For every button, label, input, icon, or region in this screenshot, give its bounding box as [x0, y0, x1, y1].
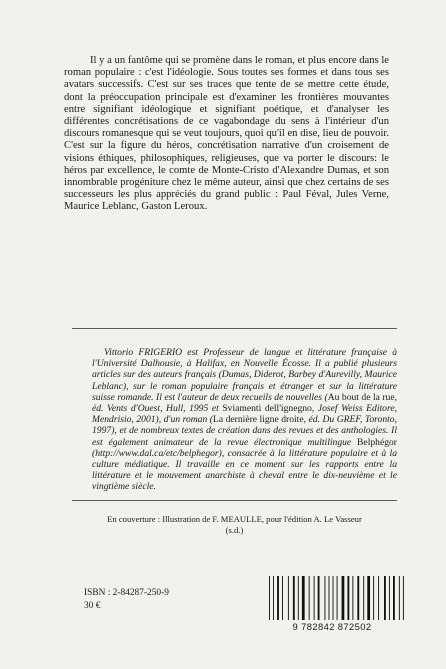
- barcode-bar: [393, 576, 395, 620]
- bio-title-3: La dernière ligne droite: [212, 414, 304, 426]
- summary-text: [64, 55, 389, 214]
- bio-text-4: , éd. Du GREF, Toronto, 1997), et de nombreux textes de création dans des revues et des anthologies. Il est également animateur de la revue électronique multilingue: [92, 414, 397, 448]
- author-bio: [92, 347, 397, 493]
- barcode-bar: [367, 576, 370, 620]
- summary-paragraph: Il y a un fantôme qui se promène dans le roman, et plus encore dans le roman populaire : c'est l'idéologie. Sous toutes ses formes et dans tous ses avatars successifs. C'est sur ses traces que tente de se mettre cette étude, dont la préoccupation principale est d'examiner les frontières mouvantes entre signifiant idéologique et signifiant poétique, et d'analyser les différentes concrétisations de ce vagabondage du sens à l'intérieur d'un discours romanesque qui se veut toujours, quoi qu'il en dise, lieu de pouvoir. C'est sur la figure du héros, concrétisation narrative d'un croisement de visions éthiques, philosophiques, religieuses, que va porter le discours: le héros par excellence, le comte de Monte-Cristo d'Alexandre Dumas, et son innombrable progéniture chez le même auteur, ainsi que chez certains de ses successeurs les plus appréciés du grand public : Paul Féval, Jules Verne, Maurice Leblanc, Gaston Leroux.: [64, 55, 389, 213]
- divider-bottom: [72, 500, 397, 501]
- barcode-bar: [318, 576, 320, 620]
- cover-credit-date: (s.d.): [225, 525, 244, 535]
- barcode-bar: [314, 576, 315, 620]
- cover-credit: [72, 514, 397, 536]
- barcode-bar: [403, 576, 404, 626]
- barcode-bar: [269, 576, 270, 626]
- bio-text-2: , éd. Vents d'Ouest, Hull, 1995 et: [92, 391, 397, 415]
- barcode-digits: 9 782842 872502: [257, 620, 407, 634]
- bio-title-4: Belphégor: [357, 436, 397, 448]
- barcode-bar: [309, 576, 310, 620]
- barcode-bar: [298, 576, 299, 620]
- barcode-bar: [342, 576, 345, 620]
- isbn-number: ISBN : 2-84287-250-9: [84, 588, 169, 598]
- barcode-bar: [333, 576, 334, 620]
- barcode: [257, 576, 407, 634]
- barcode-bar: [373, 576, 374, 620]
- price: 30 €: [84, 600, 101, 611]
- divider-top: [72, 328, 397, 329]
- barcode-bar: [352, 576, 353, 620]
- barcode-bar: [378, 576, 379, 620]
- barcode-bar: [324, 576, 325, 620]
- author-bio-paragraph: [92, 347, 397, 493]
- barcode-bar: [357, 576, 359, 620]
- barcode-bar: [282, 576, 283, 620]
- bio-title-2: Sviamenti dell'ignegno: [222, 403, 312, 415]
- barcode-bar: [363, 576, 364, 620]
- barcode-bar: [337, 576, 338, 626]
- bio-title-1: Au bout de la rue: [327, 391, 395, 403]
- barcode-bar: [293, 576, 295, 620]
- cover-credit-line: En couverture : Illustration de F. MEAULLE, pour l'édition A. Le Vasseur: [107, 514, 362, 524]
- barcode-bar: [389, 576, 390, 620]
- isbn-block: [84, 587, 169, 612]
- barcode-bar: [277, 576, 279, 620]
- bio-text-5: (http://www.dal.ca/etc/belphegor), consacrée à la littérature populaire et à la culture médiatique. Il travaille en ce moment sur les rapports entre la littérature et le mouvement anarchiste à cheval entre le dix-neuvième et le vingtième siècle.: [92, 447, 397, 493]
- barcode-bar: [399, 576, 400, 626]
- barcode-bar: [273, 576, 274, 626]
- barcode-bar: [329, 576, 330, 620]
- bio-text-1: Vittorio FRIGERIO est Professeur de langue et littérature française à l'Université Dalhousie, à Halifax, en Nouvelle Écosse. Il a publié plusieurs articles sur des auteurs français (Dumas, Diderot, Barbey d'Aurevilly, Maurice Leblanc), sur le roman populaire français et étranger et sur la littérature suisse romande. Il est l'auteur de deux recueils de nouvelles (: [92, 347, 397, 403]
- barcode-bar: [384, 576, 386, 620]
- barcode-bar: [288, 576, 289, 620]
- barcode-bar: [347, 576, 349, 620]
- bio-text-3: , Josef Weiss Editore, Mendrisio, 2001), d'un roman (: [92, 403, 397, 426]
- barcode-bar: [302, 576, 305, 620]
